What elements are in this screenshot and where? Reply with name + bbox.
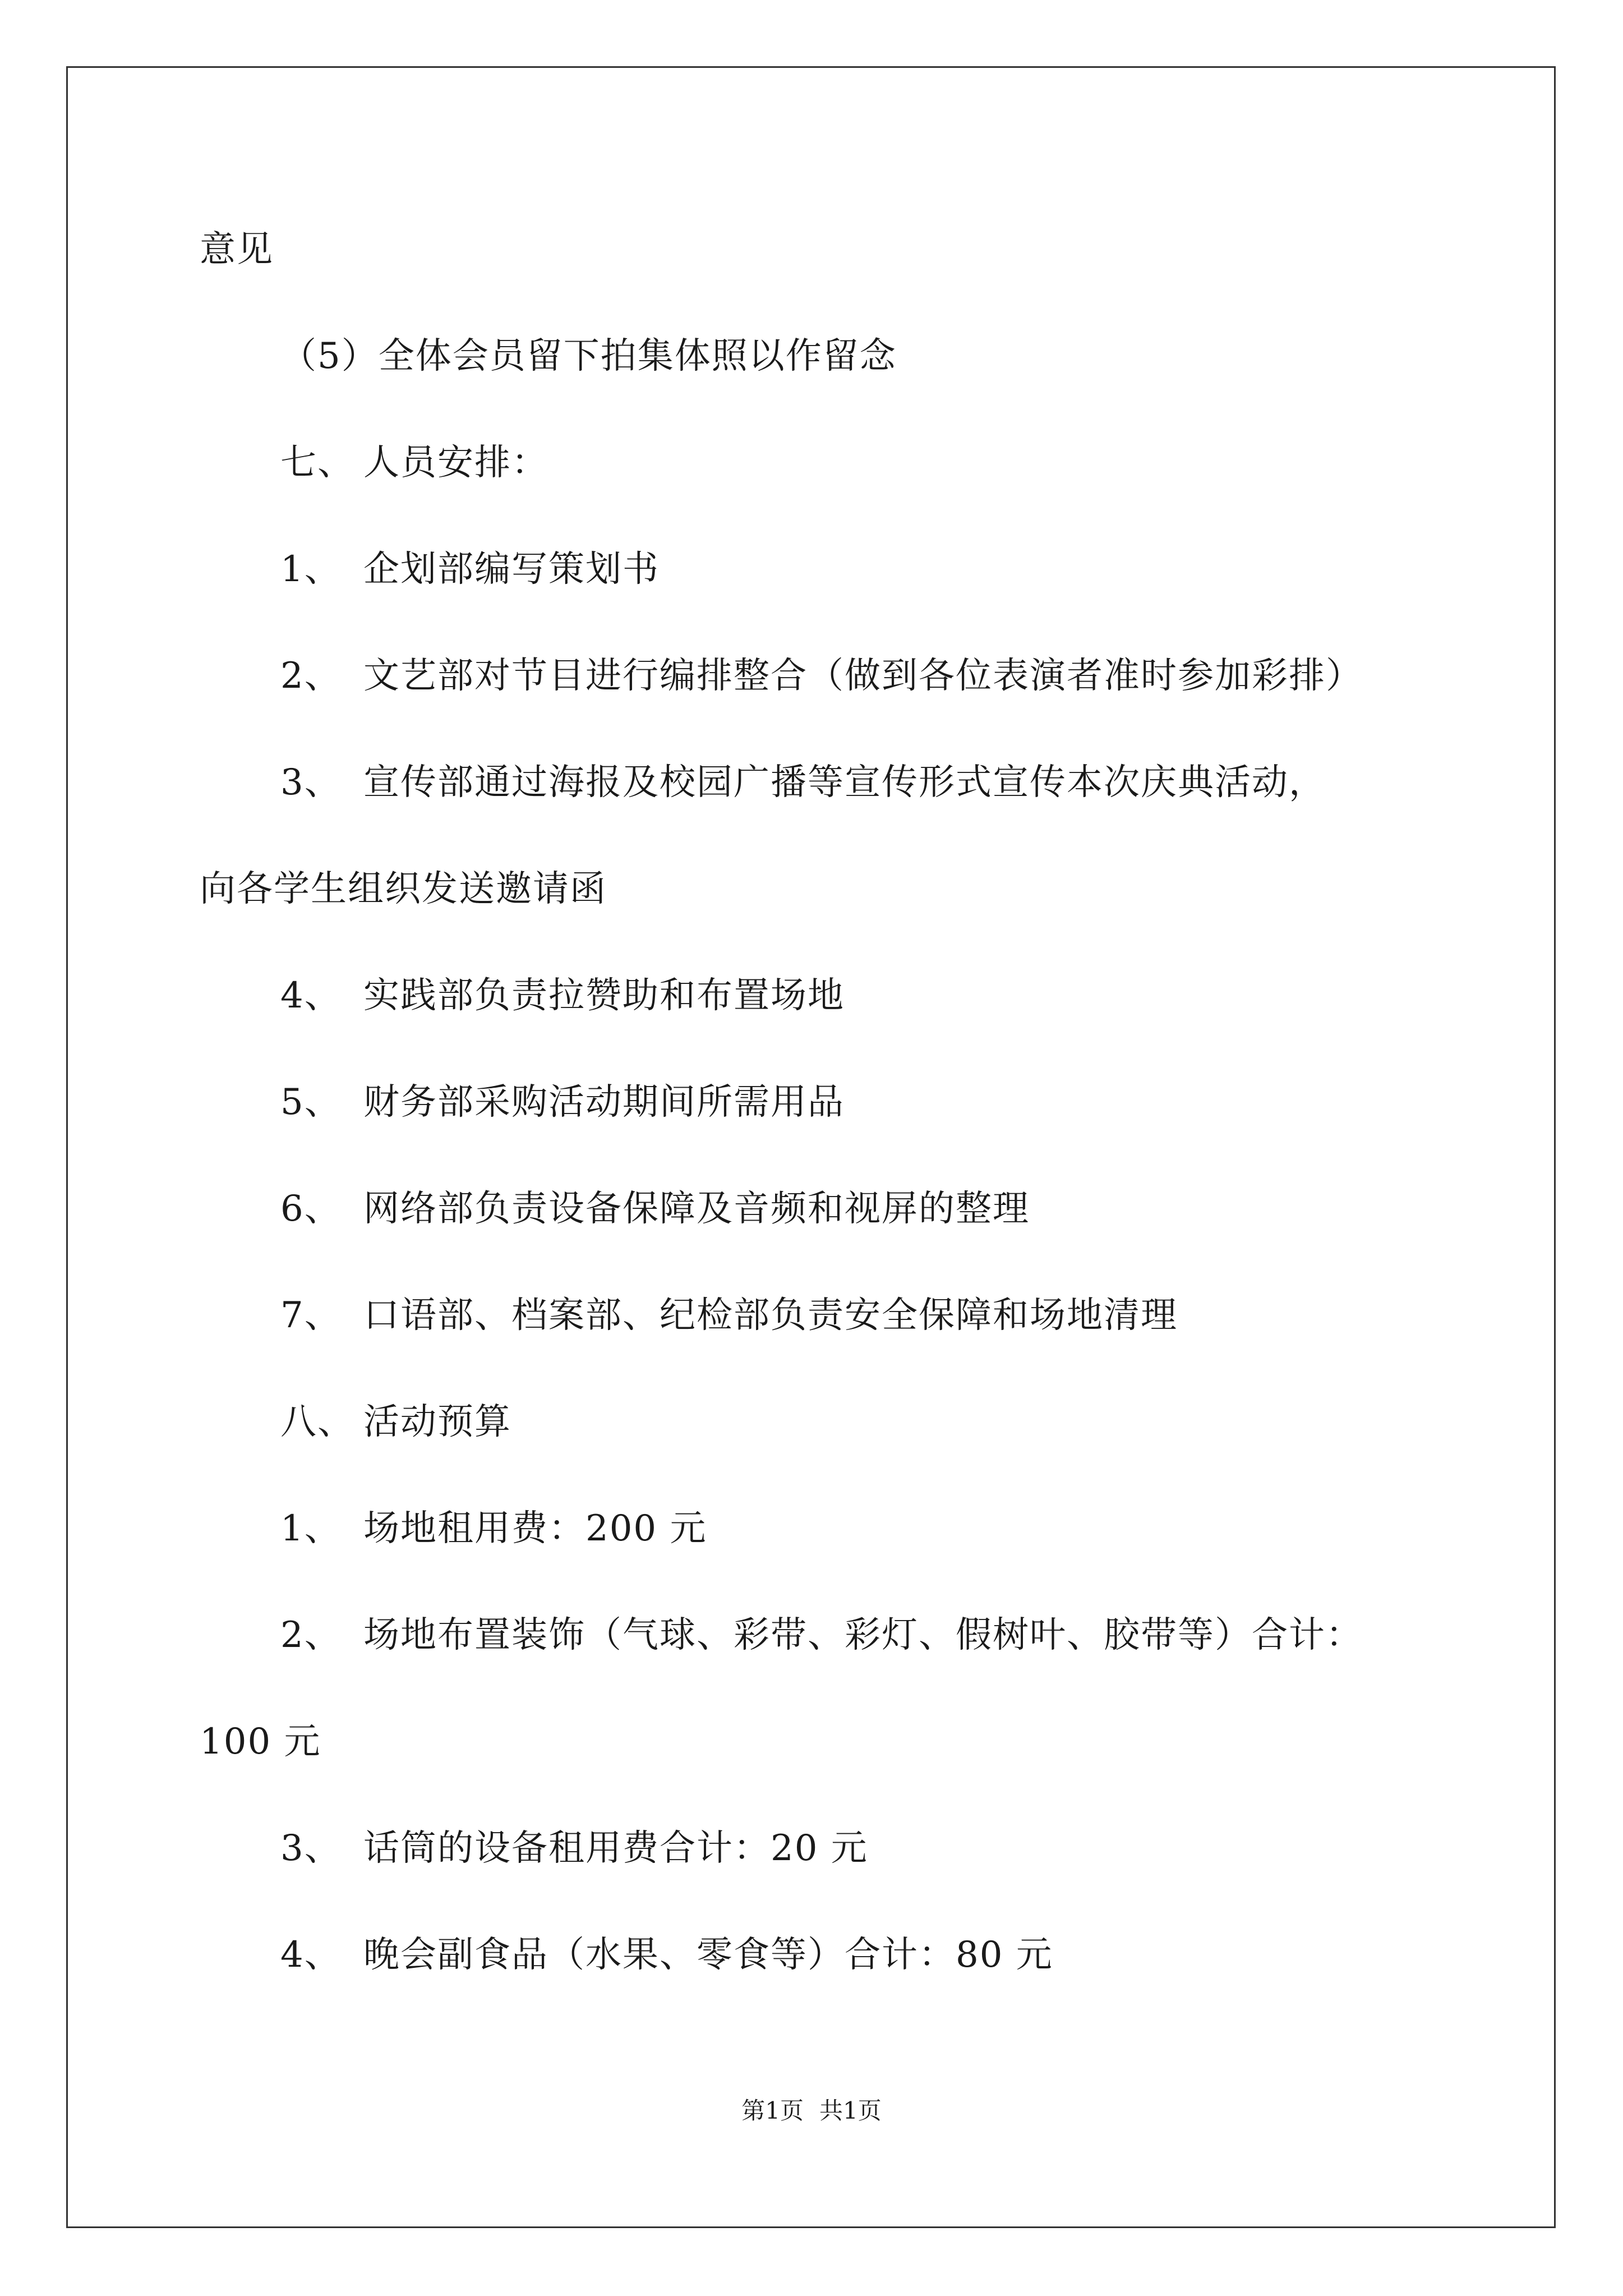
- line-text: 100 元: [200, 1721, 321, 1763]
- line-text: 向各学生组织发送邀请函: [200, 868, 607, 910]
- item-number: 1、: [280, 549, 342, 590]
- item-number: 3、: [280, 762, 342, 803]
- item-number: 3、: [280, 1828, 342, 1869]
- item-text: 财务部采购活动期间所需用品: [363, 1082, 845, 1123]
- section-number: 七、: [280, 442, 354, 484]
- text-line-2: [280, 334, 897, 379]
- line-text: （5）全体会员留下拍集体照以作留念: [280, 335, 897, 377]
- list-item: [280, 1932, 1053, 1977]
- line-text: 意见: [200, 229, 274, 270]
- item-text: 企划部编写策划书: [363, 549, 660, 590]
- item-number: 6、: [280, 1188, 342, 1230]
- list-item: [280, 1613, 1363, 1658]
- item-text: 晚会副食品（水果、零食等）合计：80 元: [363, 1934, 1053, 1976]
- section-title: 活动预算: [363, 1401, 511, 1443]
- list-item: [280, 973, 845, 1018]
- list-item: [280, 1826, 868, 1871]
- item-text: 场地租用费：200 元: [363, 1508, 707, 1549]
- list-item: [280, 760, 1326, 805]
- item-text: 宣传部通过海报及校园广播等宣传形式宣传本次庆典活动，: [363, 762, 1326, 803]
- list-item: [280, 654, 1363, 698]
- text-line-1: [200, 227, 274, 272]
- page-footer: [0, 2095, 1623, 2127]
- item-text: 场地布置装饰（气球、彩带、彩灯、假树叶、胶带等）合计：: [363, 1614, 1363, 1656]
- item-text: 网络部负责设备保障及音频和视屏的整理: [363, 1188, 1030, 1230]
- list-item: [280, 1293, 1178, 1338]
- item-number: 4、: [280, 1934, 342, 1976]
- list-item: [280, 1186, 1030, 1231]
- item-number: 2、: [280, 1614, 342, 1656]
- item-text: 话筒的设备租用费合计：20 元: [363, 1828, 868, 1869]
- section-heading-7: [280, 440, 548, 485]
- section-heading-8: [280, 1400, 511, 1444]
- text-line-continuation: [200, 1719, 321, 1764]
- list-item: [280, 1506, 707, 1551]
- item-number: 5、: [280, 1082, 342, 1123]
- item-number: 7、: [280, 1295, 342, 1336]
- item-number: 2、: [280, 655, 342, 697]
- list-item: [280, 1080, 845, 1125]
- page-number: 第1页: [741, 2097, 804, 2124]
- page-border: [66, 66, 1556, 2228]
- page-total: 共1页: [819, 2097, 882, 2124]
- item-text: 文艺部对节目进行编排整合（做到各位表演者准时参加彩排）: [363, 655, 1363, 697]
- item-number: 1、: [280, 1508, 342, 1549]
- item-number: 4、: [280, 975, 342, 1016]
- item-text: 口语部、档案部、纪检部负责安全保障和场地清理: [363, 1295, 1178, 1336]
- list-item: [280, 547, 660, 592]
- section-title: 人员安排：: [363, 442, 548, 484]
- item-text: 实践部负责拉赞助和布置场地: [363, 975, 845, 1016]
- text-line-continuation: [200, 867, 607, 912]
- section-number: 八、: [280, 1401, 354, 1443]
